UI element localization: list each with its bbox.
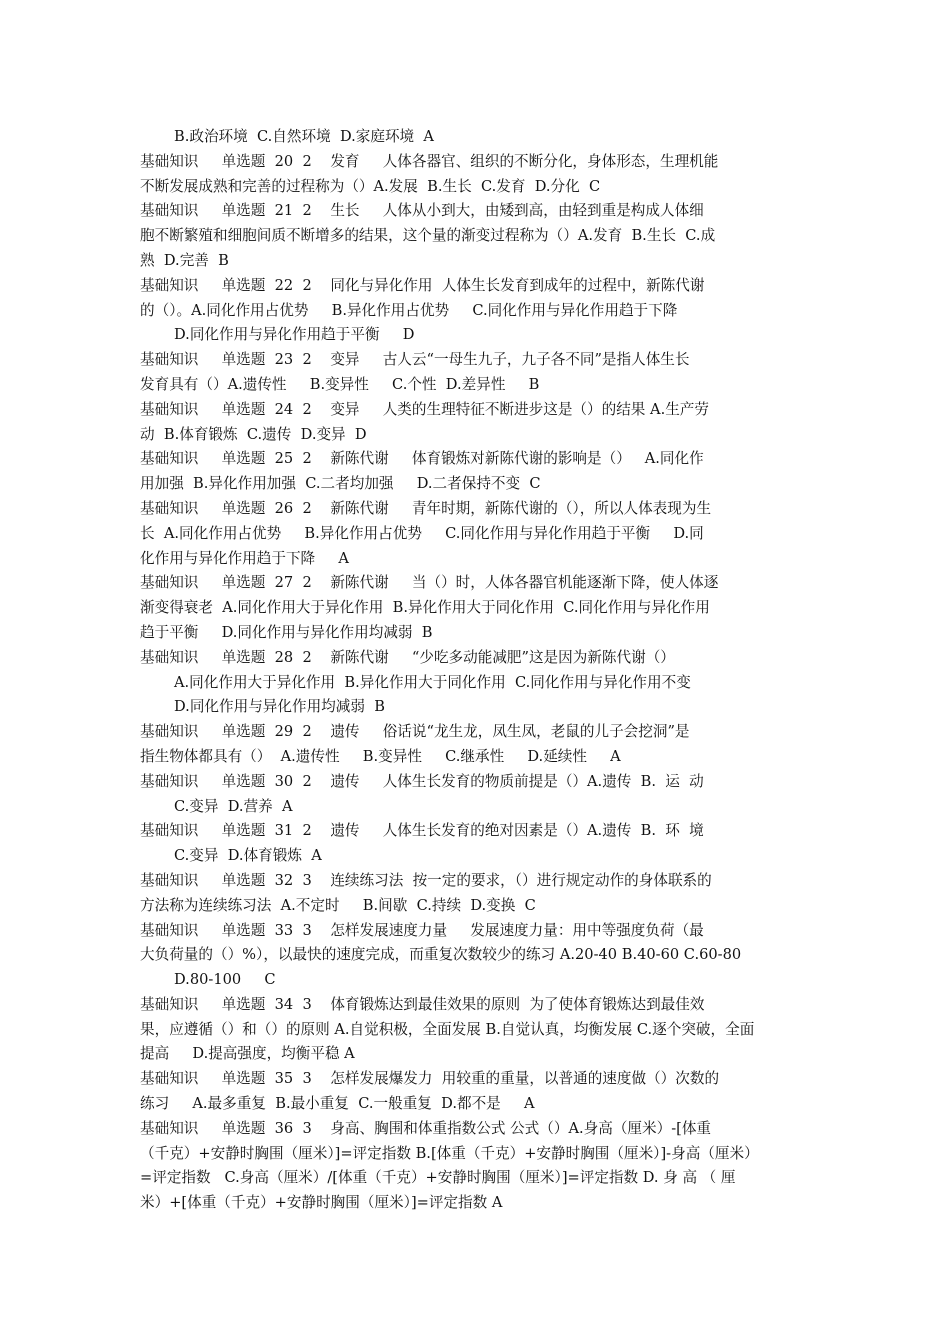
text-line: （千克）+安静时胸围（厘米）]=评定指数 B.[体重（千克）+安静时胸围（厘米）]-身高（厘米）	[140, 1144, 759, 1162]
text-line: 基础知识 单选题 25 2 新陈代谢 体育锻炼对新陈代谢的影响是（） A.同化作	[140, 450, 704, 468]
text-line: 胞不断繁殖和细胞间质不断增多的结果，这个量的渐变过程称为（）A.发育 B.生长 C.成	[140, 227, 716, 245]
text-line: 大负荷量的（）%），以最快的速度完成，而重复次数较少的练习 A.20-40 B.40-60 C.60-80	[140, 946, 742, 964]
text-line: =评定指数 C.身高（厘米）/[体重（千克）+安静时胸围（厘米）]=评定指数 D. 身 高 （ 厘	[140, 1169, 736, 1187]
text-line: D.80-100 C	[174, 971, 276, 989]
document-body	[140, 125, 812, 1216]
text-line: 提高 D.提高强度，均衡平稳 A	[140, 1045, 355, 1063]
text-line: 基础知识 单选题 32 3 连续练习法 按一定的要求，（）进行规定动作的身体联系的	[140, 871, 712, 889]
text-line: 指生物体都具有（） A.遗传性 B.变异性 C.继承性 D.延续性 A	[140, 747, 621, 765]
text-line: 基础知识 单选题 35 3 怎样发展爆发力 用较重的重量，以普通的速度做（）次数的	[140, 1070, 720, 1088]
text-line: 基础知识 单选题 31 2 遗传 人体生长发育的绝对因素是（）A.遗传 B. 环 境	[140, 822, 704, 840]
text-line: 基础知识 单选题 23 2 变异 古人云“一母生九子，九子各不同”是指人体生长	[140, 351, 690, 369]
text-line: 基础知识 单选题 33 3 怎样发展速度力量 发展速度力量：用中等强度负荷（最	[140, 921, 704, 939]
text-line: 基础知识 单选题 36 3 身高、胸围和体重指数公式 公式（）A.身高（厘米）-[体重	[140, 1119, 712, 1137]
text-line: 用加强 B.异化作用加强 C.二者均加强 D.二者保持不变 C	[140, 475, 541, 493]
text-line: 基础知识 单选题 22 2 同化与异化作用 人体生长发育到成年的过程中，新陈代谢	[140, 276, 705, 294]
text-line: D.同化作用与异化作用均减弱 B	[174, 698, 385, 716]
text-line: 基础知识 单选题 20 2 发育 人体各器官、组织的不断分化，身体形态，生理机能	[140, 152, 719, 170]
text-line: 基础知识 单选题 34 3 体育锻炼达到最佳效果的原则 为了使体育锻炼达到最佳效	[140, 995, 705, 1013]
text-line: 基础知识 单选题 26 2 新陈代谢 青年时期，新陈代谢的（），所以人体表现为生	[140, 499, 712, 517]
text-line: 米）+[体重（千克）+安静时胸围（厘米）]=评定指数 A	[140, 1194, 503, 1212]
text-line: 的（）。A.同化作用占优势 B.异化作用占优势 C.同化作用与异化作用趋于下降	[140, 301, 678, 319]
text-line: 动 B.体育锻炼 C.遗传 D.变异 D	[140, 425, 367, 443]
text-line: 化作用与异化作用趋于下降 A	[140, 549, 349, 567]
text-line: 基础知识 单选题 21 2 生长 人体从小到大，由矮到高，由轻到重是构成人体细	[140, 202, 704, 220]
text-line: A.同化作用大于异化作用 B.异化作用大于同化作用 C.同化作用与异化作用不变	[174, 673, 691, 691]
text-line: 基础知识 单选题 28 2 新陈代谢 “少吃多动能减肥”这是因为新陈代谢（）	[140, 648, 675, 666]
text-line: 果，应遵循（）和（）的原则 A.自觉积极，全面发展 B.自觉认真，均衡发展 C.逐个突破，全面	[140, 1020, 755, 1038]
text-line: 趋于平衡 D.同化作用与异化作用均减弱 B	[140, 623, 433, 641]
text-line: 基础知识 单选题 29 2 遗传 俗话说“龙生龙，凤生凤，老鼠的儿子会挖洞”是	[140, 723, 690, 741]
text-line: 基础知识 单选题 24 2 变异 人类的生理特征不断进步这是（）的结果 A.生产劳	[140, 400, 709, 418]
text-line: 练习 A.最多重复 B.最小重复 C.一般重复 D.都不是 A	[140, 1095, 535, 1113]
text-line: 基础知识 单选题 27 2 新陈代谢 当（）时，人体各器官机能逐渐下降，使人体逐	[140, 574, 719, 592]
text-line: 长 A.同化作用占优势 B.异化作用占优势 C.同化作用与异化作用趋于平衡 D.同	[140, 524, 704, 542]
text-line: 基础知识 单选题 30 2 遗传 人体生长发育的物质前提是（）A.遗传 B. 运 动	[140, 772, 704, 790]
text-line: C.变异 D.体育锻炼 A	[174, 847, 322, 865]
text-line: D.同化作用与异化作用趋于平衡 D	[174, 326, 415, 344]
text-line: 渐变得衰老 A.同化作用大于异化作用 B.异化作用大于同化作用 C.同化作用与异化作用	[140, 599, 710, 617]
text-line: C.变异 D.营养 A	[174, 797, 293, 815]
text-line: 熟 D.完善 B	[140, 251, 229, 269]
text-line: 方法称为连续练习法 A.不定时 B.间歇 C.持续 D.变换 C	[140, 896, 536, 914]
text-line: B.政治环境 C.自然环境 D.家庭环境 A	[174, 128, 434, 145]
text-line: 发育具有（）A.遗传性 B.变异性 C.个性 D.差异性 B	[140, 375, 540, 393]
text-line: 不断发展成熟和完善的过程称为（）A.发展 B.生长 C.发育 D.分化 C	[140, 177, 601, 195]
